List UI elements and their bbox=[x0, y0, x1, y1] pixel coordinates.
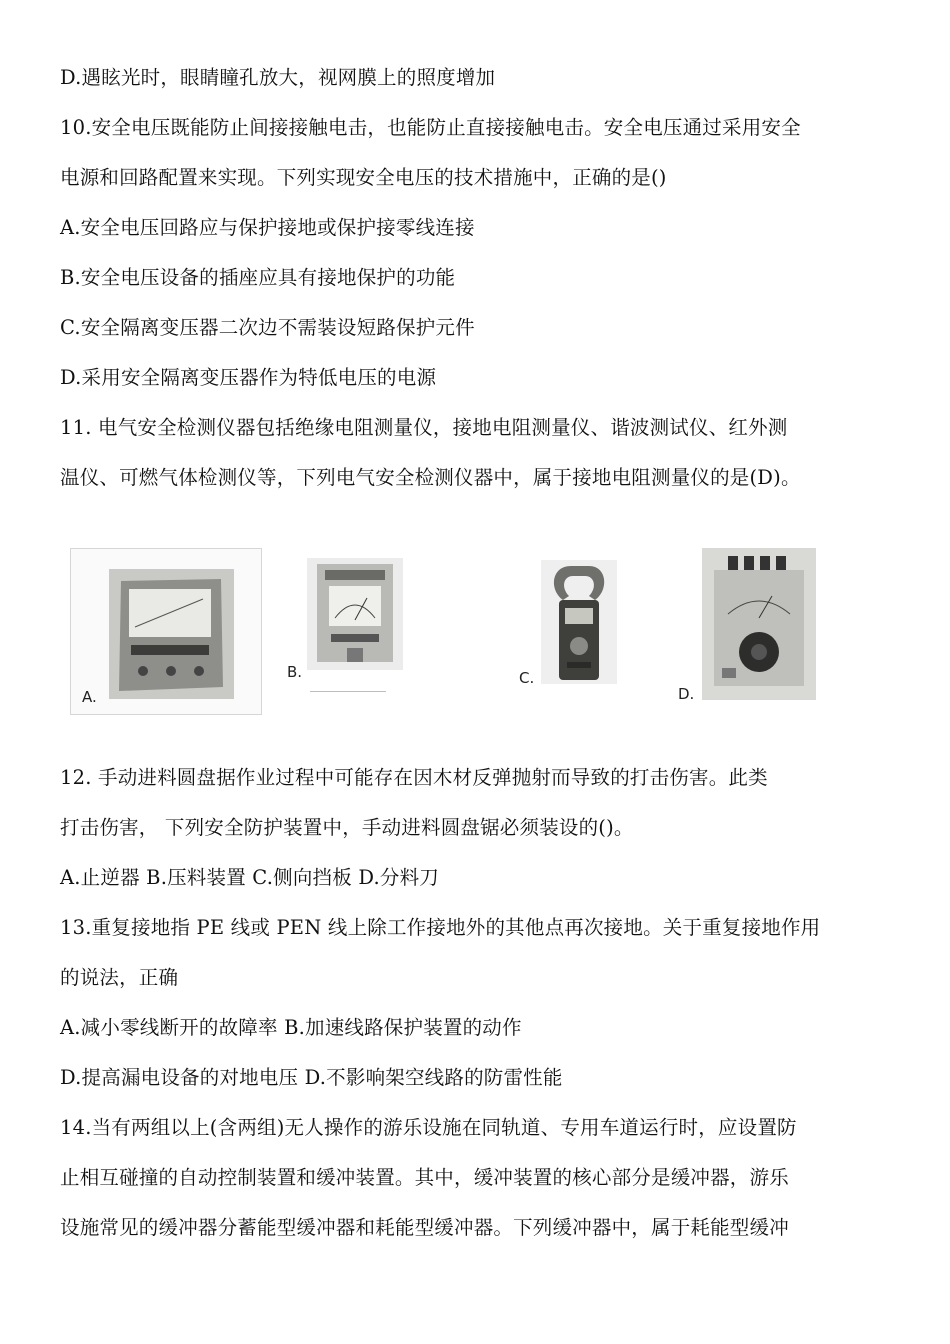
instrument-label-d: D. bbox=[678, 685, 695, 703]
question-13-line-1: 13.重复接地指 PE 线或 PEN 线上除工作接地外的其他点再次接地。关于重复接地作用 bbox=[60, 916, 821, 939]
option-10-d: D.采用安全隔离变压器作为特低电压的电源 bbox=[60, 366, 437, 389]
text-line-d-glare: D.遇眩光时，眼睛瞳孔放大，视网膜上的照度增加 bbox=[60, 66, 496, 89]
instrument-photo-b bbox=[307, 558, 403, 670]
option-10-a: A.安全电压回路应与保护接地或保护接零线连接 bbox=[60, 216, 475, 239]
instrument-label-b: B. bbox=[287, 663, 303, 681]
question-14-line-1: 14.当有两组以上(含两组)无人操作的游乐设施在同轨道、专用车道运行时，应设置防 bbox=[60, 1116, 797, 1139]
options-13-cd: D.提高漏电设备的对地电压 D.不影响架空线路的防雷性能 bbox=[60, 1066, 563, 1089]
divider-line bbox=[310, 691, 386, 692]
question-11-line-2: 温仪、可燃气体检测仪等，下列电气安全检测仪器中，属于接地电阻测量仪的是(D)。 bbox=[60, 466, 801, 489]
question-13-line-2: 的说法，正确 bbox=[60, 966, 179, 989]
question-12-line-2: 打击伤害， 下列安全防护装置中，手动进料圆盘锯必须装设的()。 bbox=[60, 816, 634, 839]
question-14-line-2: 止相互碰撞的自动控制装置和缓冲装置。其中，缓冲装置的核心部分是缓冲器，游乐 bbox=[60, 1166, 789, 1189]
instrument-photo-d bbox=[702, 548, 816, 700]
option-10-c: C.安全隔离变压器二次边不需装设短路保护元件 bbox=[60, 316, 475, 339]
question-12-line-1: 12. 手动进料圆盘据作业过程中可能存在因木材反弹抛射而导致的打击伤害。此类 bbox=[60, 766, 768, 789]
question-10-line-1: 10.安全电压既能防止间接接触电击，也能防止直接接触电击。安全电压通过采用安全 bbox=[60, 116, 801, 139]
option-10-b: B.安全电压设备的插座应具有接地保护的功能 bbox=[60, 266, 456, 289]
question-14-line-3: 设施常见的缓冲器分蓄能型缓冲器和耗能型缓冲器。下列缓冲器中，属于耗能型缓冲 bbox=[60, 1216, 789, 1239]
instrument-label-c: C. bbox=[519, 669, 535, 687]
options-13-ab: A.减小零线断开的故障率 B.加速线路保护装置的动作 bbox=[60, 1016, 522, 1039]
instrument-label-a: A. bbox=[82, 688, 97, 706]
clamp-meter-illustration bbox=[541, 560, 617, 684]
question-10-line-2: 电源和回路配置来实现。下列实现安全电压的技术措施中，正确的是() bbox=[60, 166, 667, 189]
options-12: A.止逆器 B.压料装置 C.侧向挡板 D.分料刀 bbox=[60, 866, 439, 889]
insulation-meter-illustration bbox=[71, 549, 261, 714]
grounding-tester-illustration bbox=[307, 558, 403, 670]
instrument-photo-c bbox=[541, 560, 617, 684]
question-11-line-1: 11. 电气安全检测仪器包括绝缘电阻测量仪，接地电阻测量仪、谐波测试仪、红外测 bbox=[60, 416, 788, 439]
instrument-photo-a bbox=[70, 548, 262, 715]
earth-resistance-tester-illustration bbox=[702, 548, 816, 700]
